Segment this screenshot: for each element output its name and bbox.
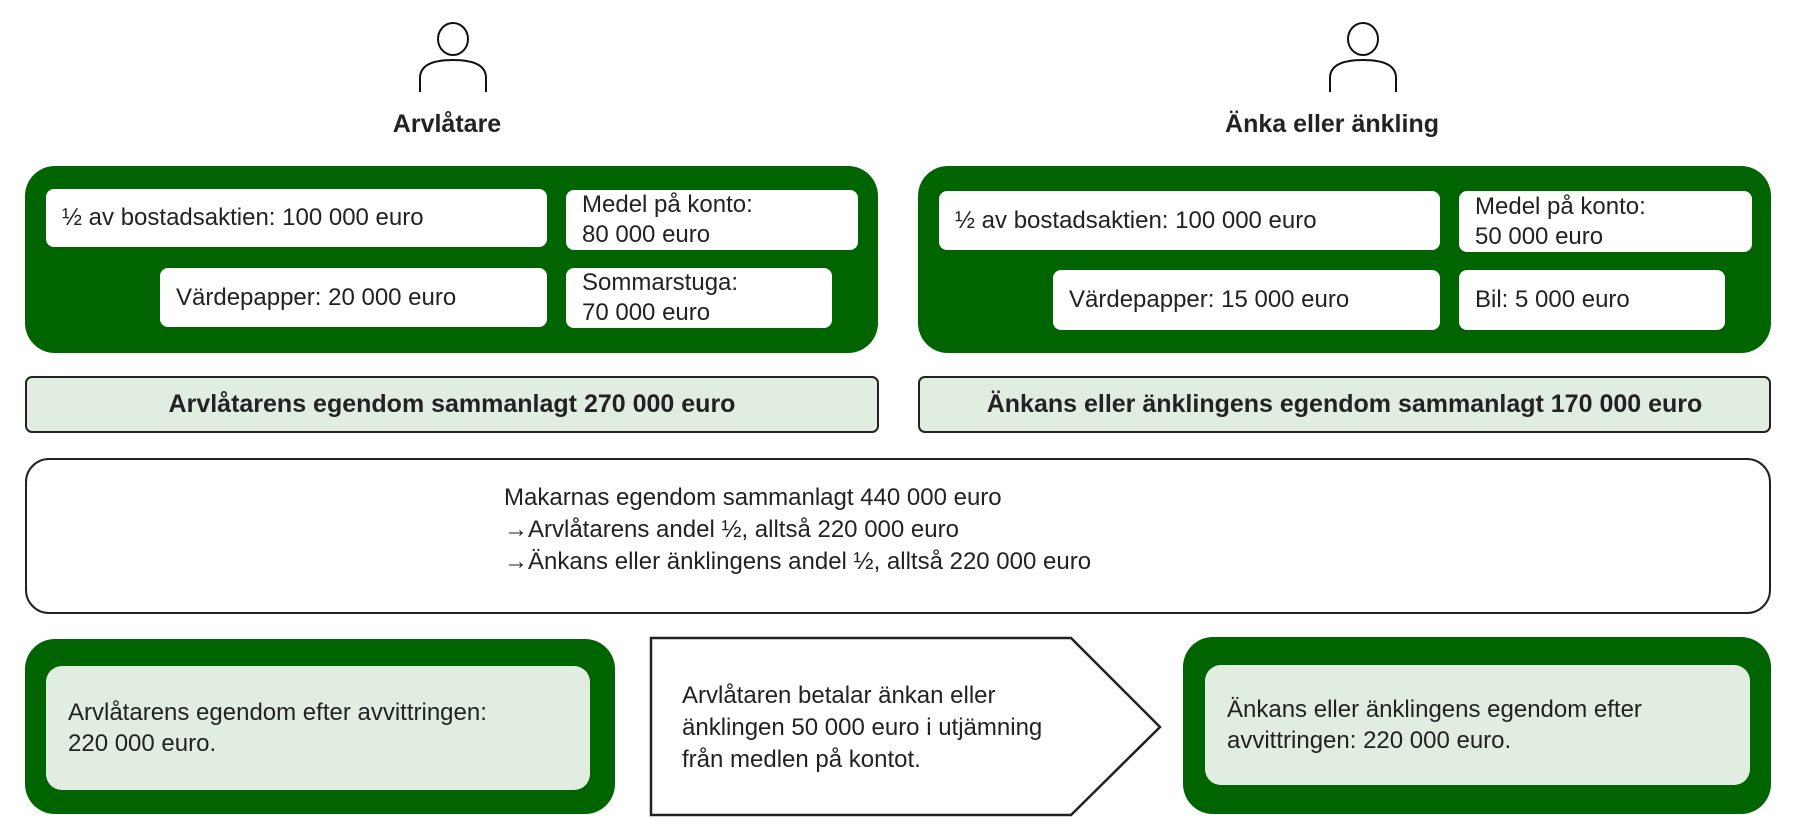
combined-total: Makarnas egendom sammanlagt 440 000 euro [504, 484, 1002, 511]
testator-title: Arvlåtare [392, 110, 502, 138]
asset-label: Värdepapper: 15 000 euro [1069, 286, 1350, 313]
asset-label: Bil: 5 000 euro [1475, 286, 1630, 313]
asset-value: 80 000 euro [582, 221, 711, 248]
total-label: Arvlåtarens egendom sammanlagt 270 000 euro [168, 390, 736, 418]
asset-label: ½ av bostadsaktien: 100 000 euro [955, 206, 1317, 234]
result-line: Änkans eller änklingens egendom efter [1227, 696, 1642, 723]
transfer-line: änklingen 50 000 euro i utjämning [682, 714, 1043, 741]
asset-label: Värdepapper: 20 000 euro [176, 283, 457, 311]
spouse-result [1205, 665, 1750, 785]
asset-label: Medel på konto: [1475, 192, 1646, 220]
testator-share: →Arvlåtarens andel ½, alltså 220 000 euro [504, 516, 959, 543]
transfer-text [682, 680, 1042, 776]
combined-assets-box [25, 458, 1771, 614]
asset-summer-cottage [566, 268, 832, 328]
asset-label: ½ av bostadsaktien: 100 000 euro [62, 204, 424, 231]
transfer-line: från medlen på kontot. [682, 746, 921, 773]
spouse-title: Änka eller änkling [1225, 110, 1439, 138]
asset-apartment [46, 189, 547, 247]
asset-label: Sommarstuga: [582, 269, 739, 296]
asset-label: Medel på konto: [582, 191, 753, 218]
person-icon [418, 20, 488, 94]
result-line: avvittringen: 220 000 euro. [1227, 727, 1512, 754]
result-line: Arvlåtarens egendom efter avvittringen: [68, 699, 487, 726]
person-icon [1328, 20, 1398, 94]
total-label: Änkans eller änklingens egendom sammanlagt 170 000 euro [986, 390, 1703, 418]
asset-securities [1053, 270, 1440, 330]
asset-account [566, 190, 858, 250]
asset-car [1459, 270, 1725, 330]
asset-securities [160, 268, 547, 327]
result-line: 220 000 euro. [68, 730, 217, 757]
asset-apartment [939, 191, 1440, 250]
spouse-share: →Änkans eller änklingens andel ½, alltså 220 000 euro [504, 548, 1092, 575]
asset-account [1459, 191, 1752, 252]
testator-total [25, 376, 879, 433]
asset-value: 50 000 euro [1475, 222, 1604, 250]
spouse-total [918, 376, 1771, 433]
asset-value: 70 000 euro [582, 299, 711, 326]
testator-result [46, 666, 590, 790]
transfer-line: Arvlåtaren betalar änkan eller [682, 682, 996, 709]
